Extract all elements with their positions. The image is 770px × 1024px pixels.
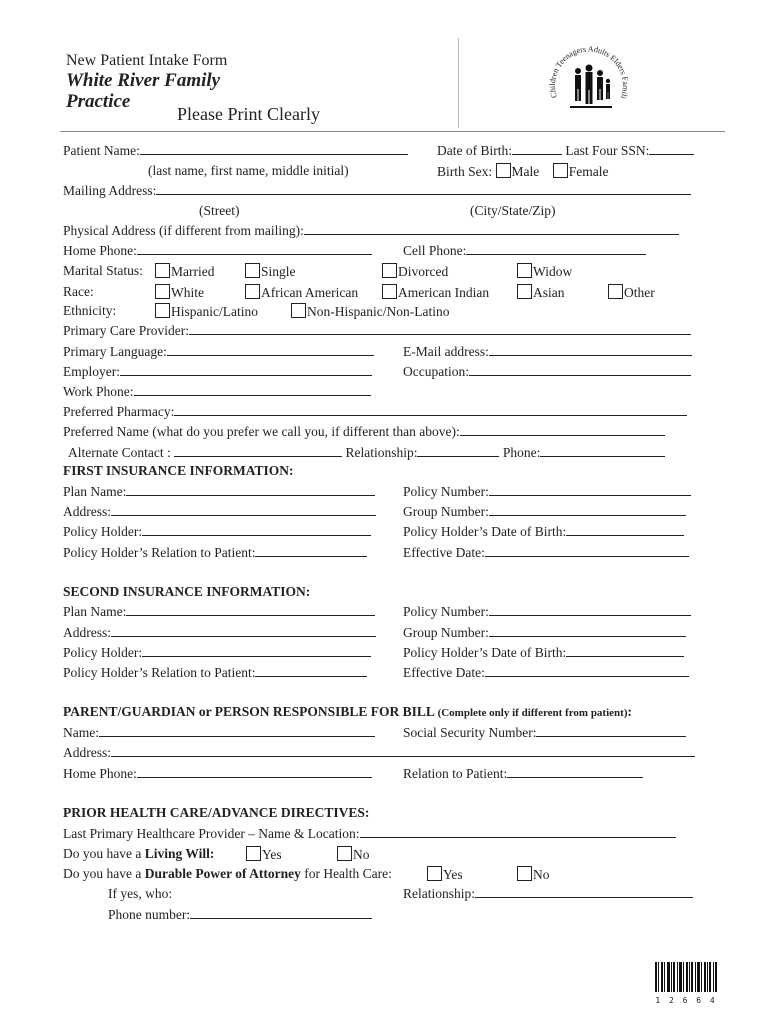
poa-yes-label: Yes: [443, 867, 463, 882]
barcode-number: 1 2 6 6 4: [655, 996, 717, 1005]
pcp-label: Primary Care Provider:: [63, 323, 189, 338]
first-holder-dob-field[interactable]: [566, 524, 684, 536]
second-effective-date-field[interactable]: [485, 665, 689, 677]
email-row: [403, 344, 692, 360]
second-effective-date-label: Effective Date:: [403, 665, 485, 680]
prior-care-title: PRIOR HEALTH CARE/ADVANCE DIRECTIVES:: [63, 805, 370, 820]
guardian-name-label: Name:: [63, 725, 99, 740]
poa-yes-checkbox[interactable]: [427, 866, 442, 881]
pcp-row: [63, 323, 691, 339]
second-plan-name-field[interactable]: [126, 604, 375, 616]
guardian-home-phone-label: Home Phone:: [63, 766, 137, 781]
first-plan-name-label: Plan Name:: [63, 484, 127, 499]
first-policy-holder-label: Policy Holder:: [63, 524, 143, 539]
second-group-number-field[interactable]: [489, 625, 686, 637]
living-will-no-checkbox[interactable]: [337, 846, 352, 861]
patient-name-label: Patient Name:: [63, 143, 140, 158]
language-row: [63, 344, 374, 360]
cell-phone-field[interactable]: [466, 243, 646, 255]
preferred-name-label: Preferred Name (what do you prefer we call you, if different than above):: [63, 424, 460, 439]
guardian-name-field[interactable]: [99, 725, 375, 737]
guardian-home-phone-field[interactable]: [137, 766, 372, 778]
alternate-contact-field[interactable]: [174, 445, 342, 457]
last-provider-field[interactable]: [360, 826, 676, 838]
header-divider: [458, 38, 459, 128]
language-label: Primary Language:: [63, 344, 167, 359]
female-checkbox[interactable]: [553, 163, 568, 178]
american-indian-checkbox[interactable]: [382, 284, 397, 299]
guardian-address-label: Address:: [63, 745, 111, 760]
ssn-label: Last Four SSN:: [565, 143, 650, 158]
first-insurance-title: FIRST INSURANCE INFORMATION:: [63, 463, 294, 478]
preferred-name-field[interactable]: [460, 424, 665, 436]
pharmacy-row: [63, 404, 687, 420]
birth-sex-label: Birth Sex:: [437, 164, 493, 179]
second-address-field[interactable]: [111, 625, 376, 637]
second-plan-name-label: Plan Name:: [63, 604, 127, 619]
practice-name-line1: White River Family: [66, 70, 221, 91]
other-race-checkbox[interactable]: [608, 284, 623, 299]
form-title: New Patient Intake Form: [66, 52, 228, 69]
living-will-yes-checkbox[interactable]: [246, 846, 261, 861]
guardian-address-field[interactable]: [111, 745, 695, 757]
first-policy-number-label: Policy Number:: [403, 484, 489, 499]
hispanic-checkbox[interactable]: [155, 303, 170, 318]
physical-address-label: Physical Address (if different from mailing):: [63, 223, 304, 238]
preferred-name-row: [63, 424, 665, 440]
first-holder-dob-label: Policy Holder’s Date of Birth:: [403, 524, 567, 539]
employer-row: [63, 364, 372, 380]
living-will-prefix: Do you have a: [63, 846, 142, 861]
single-checkbox[interactable]: [245, 263, 260, 278]
poa-no-checkbox[interactable]: [517, 866, 532, 881]
logo-text: Children Teenagers Adults Elders Famili: [547, 44, 631, 100]
patient-name-field[interactable]: [140, 143, 408, 155]
language-field[interactable]: [167, 344, 374, 356]
non-hispanic-label: Non-Hispanic/Non-Latino: [307, 304, 450, 319]
pharmacy-field[interactable]: [174, 404, 687, 416]
first-group-number-label: Group Number:: [403, 504, 489, 519]
barcode: [655, 962, 717, 1005]
second-address-label: Address:: [63, 625, 111, 640]
white-checkbox[interactable]: [155, 284, 170, 299]
non-hispanic-checkbox[interactable]: [291, 303, 306, 318]
guardian-title-row: [63, 704, 632, 720]
street-hint: (Street): [199, 203, 240, 218]
race-label: Race:: [63, 284, 94, 299]
birth-sex-row: [437, 163, 609, 180]
poa-row: [63, 866, 392, 882]
patient-name-row: [63, 143, 408, 159]
male-checkbox[interactable]: [496, 163, 511, 178]
pharmacy-label: Preferred Pharmacy:: [63, 404, 175, 419]
white-label: White: [171, 285, 204, 300]
dob-label: Date of Birth:: [437, 143, 512, 158]
living-will-label: Living Will:: [144, 846, 215, 861]
other-race-label: Other: [624, 285, 655, 300]
male-label: Male: [511, 164, 540, 179]
african-american-checkbox[interactable]: [245, 284, 260, 299]
second-insurance-title: SECOND INSURANCE INFORMATION:: [63, 584, 311, 599]
cell-phone-row: [403, 243, 646, 259]
guardian-relation-field[interactable]: [507, 766, 643, 778]
alternate-contact-row: [68, 445, 665, 461]
first-policy-number-field[interactable]: [489, 484, 691, 496]
first-group-number-field[interactable]: [489, 504, 686, 516]
employer-label: Employer:: [63, 364, 120, 379]
mailing-address-row: [63, 183, 691, 199]
american-indian-label: American Indian: [398, 285, 490, 300]
print-instruction: Please Print Clearly: [177, 104, 320, 124]
ssn-field[interactable]: [649, 143, 694, 155]
first-policy-holder-field[interactable]: [142, 524, 371, 536]
hispanic-label: Hispanic/Latino: [171, 304, 258, 319]
single-label: Single: [261, 264, 296, 279]
alternate-phone-label: Phone:: [502, 445, 541, 460]
first-effective-date-label: Effective Date:: [403, 545, 485, 560]
employer-field[interactable]: [120, 364, 372, 376]
physical-address-row: [63, 223, 679, 239]
alternate-relationship-label: Relationship:: [345, 445, 418, 460]
practice-name-line2: Practice: [66, 91, 131, 112]
second-holder-relation-label: Policy Holder’s Relation to Patient:: [63, 665, 256, 680]
home-phone-row: [63, 243, 372, 259]
poa-no-label: No: [533, 867, 550, 882]
occupation-label: Occupation:: [403, 364, 469, 379]
guardian-ssn-field[interactable]: [536, 725, 686, 737]
work-phone-label: Work Phone:: [63, 384, 134, 399]
widow-label: Widow: [533, 264, 573, 279]
guardian-colon: :: [627, 704, 632, 719]
poa-suffix: for Health Care:: [304, 866, 392, 881]
divorced-label: Divorced: [398, 264, 449, 279]
asian-label: Asian: [533, 285, 565, 300]
physical-address-field[interactable]: [304, 223, 679, 235]
first-effective-date-field[interactable]: [485, 545, 689, 557]
living-will-yes-label: Yes: [262, 847, 282, 862]
african-american-label: African American: [261, 285, 359, 300]
guardian-note: (Complete only if different from patient): [437, 707, 628, 719]
practice-logo: [545, 35, 633, 125]
second-policy-number-field[interactable]: [489, 604, 691, 616]
poa-relationship-label: Relationship:: [403, 886, 475, 901]
divorced-checkbox[interactable]: [382, 263, 397, 278]
occupation-field[interactable]: [469, 364, 691, 376]
married-label: Married: [171, 264, 215, 279]
poa-relationship-field[interactable]: [475, 886, 693, 898]
female-label: Female: [568, 164, 609, 179]
alternate-phone-field[interactable]: [540, 445, 665, 457]
alternate-contact-label: Alternate Contact :: [68, 445, 171, 460]
poa-label: Durable Power of Attorney: [144, 866, 301, 881]
home-phone-field[interactable]: [137, 243, 372, 255]
second-holder-dob-field[interactable]: [566, 645, 684, 657]
dob-ssn-row: [437, 143, 694, 159]
if-yes-who-label: If yes, who:: [108, 886, 173, 901]
header-rule: [60, 131, 725, 132]
marital-label: Marital Status:: [63, 263, 143, 278]
occupation-row: [403, 364, 691, 380]
city-hint: (City/State/Zip): [470, 203, 556, 218]
mailing-address-field[interactable]: [156, 183, 691, 195]
widow-checkbox[interactable]: [517, 263, 532, 278]
guardian-relation-label: Relation to Patient:: [403, 766, 508, 781]
poa-prefix: Do you have a: [63, 866, 142, 881]
living-will-no-label: No: [353, 847, 370, 862]
first-plan-name-field[interactable]: [126, 484, 375, 496]
second-group-number-label: Group Number:: [403, 625, 489, 640]
married-checkbox[interactable]: [155, 263, 170, 278]
pcp-field[interactable]: [189, 323, 691, 335]
ethnicity-label: Ethnicity:: [63, 303, 117, 318]
second-holder-dob-label: Policy Holder’s Date of Birth:: [403, 645, 567, 660]
second-holder-relation-field[interactable]: [255, 665, 367, 677]
barcode-bars: [655, 962, 717, 992]
living-will-row: [63, 846, 214, 862]
phone-number-field[interactable]: [190, 907, 372, 919]
second-policy-number-label: Policy Number:: [403, 604, 489, 619]
home-phone-label: Home Phone:: [63, 243, 137, 258]
email-field[interactable]: [489, 344, 692, 356]
first-address-field[interactable]: [111, 504, 376, 516]
first-address-label: Address:: [63, 504, 111, 519]
second-policy-holder-field[interactable]: [142, 645, 371, 657]
guardian-title: PARENT/GUARDIAN or PERSON RESPONSIBLE FOR BILL: [63, 704, 435, 719]
work-phone-row: [63, 384, 371, 400]
cell-phone-label: Cell Phone:: [403, 243, 467, 258]
second-policy-holder-label: Policy Holder:: [63, 645, 143, 660]
alternate-relationship-field[interactable]: [417, 445, 499, 457]
first-holder-relation-field[interactable]: [255, 545, 367, 557]
asian-checkbox[interactable]: [517, 284, 532, 299]
last-provider-label: Last Primary Healthcare Provider – Name & Location:: [63, 826, 360, 841]
work-phone-field[interactable]: [134, 384, 371, 396]
mailing-address-label: Mailing Address:: [63, 183, 157, 198]
phone-number-label: Phone number:: [108, 907, 191, 922]
email-label: E-Mail address:: [403, 344, 489, 359]
name-hint: (last name, first name, middle initial): [148, 163, 349, 178]
first-holder-relation-label: Policy Holder’s Relation to Patient:: [63, 545, 256, 560]
dob-field[interactable]: [512, 143, 562, 155]
guardian-ssn-label: Social Security Number:: [403, 725, 537, 740]
